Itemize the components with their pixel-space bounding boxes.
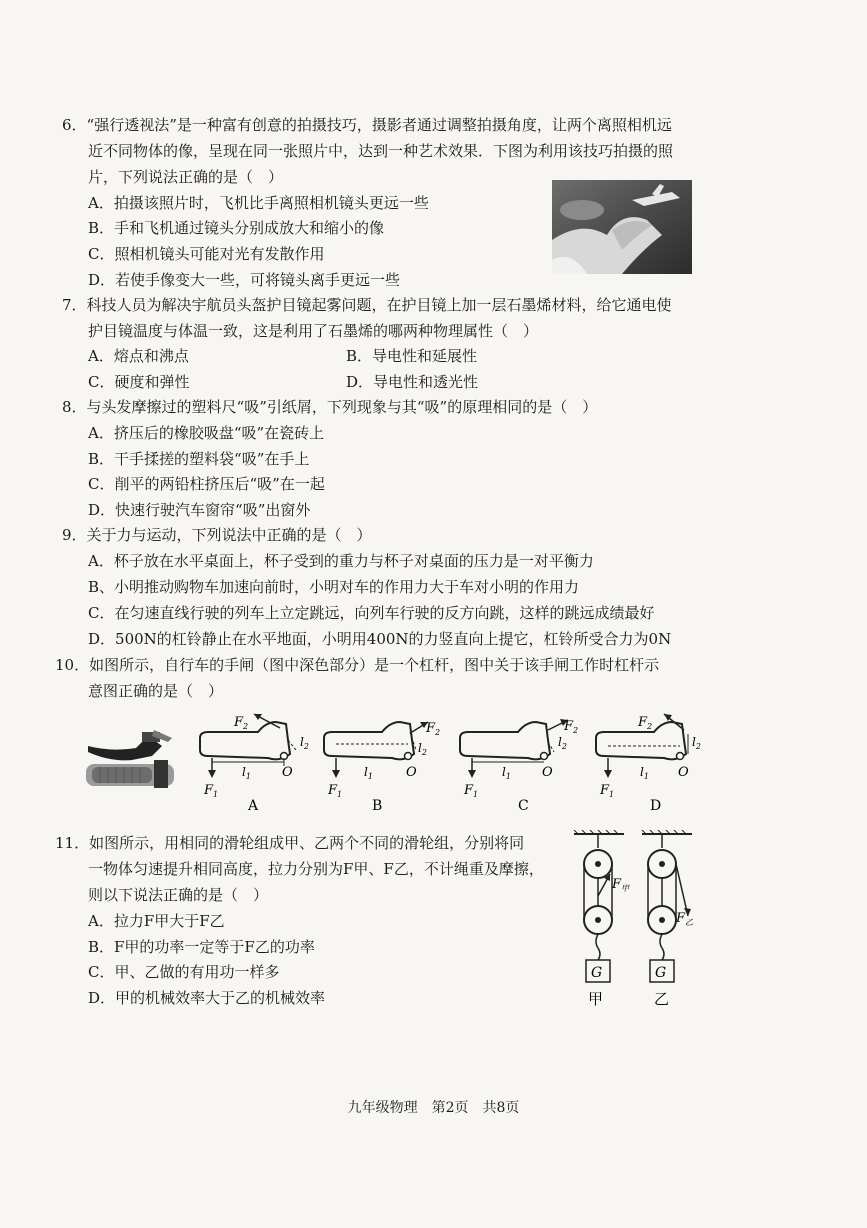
q6-stem-line-1: 6．“强行透视法”是一种富有创意的拍摄技巧，摄影者通过调整拍摄角度，让两个离照相机远 [62,116,672,134]
q11-jia-weight-label: G [591,965,603,981]
q10-stem-line-2: 意图正确的是（ ） [88,682,224,700]
q8-option-c: C．削平的两铅柱挤压后“吸”在一起 [88,475,325,493]
q7-option-b: B．导电性和延展性 [346,347,478,365]
q9-stem: 9．关于力与运动，下列说法中正确的是（ ） [62,526,372,544]
q11-option-d: D．甲的机械效率大于乙的机械效率 [88,989,326,1007]
q10-a-pivot-label: O [282,765,293,780]
q11-yi-force-label: $F_乙$ [676,911,694,927]
q7-option-c: C．硬度和弹性 [88,373,190,391]
q10-lever-diagram-d [592,710,720,814]
q11-yi-weight-label: G [655,965,667,981]
q10-c-pivot-label: O [542,765,553,780]
q6-forced-perspective-photo [552,180,692,274]
q11-jia-force-label: $F_甲$ [612,877,630,893]
q11-stem-line-1: 11．如图所示，用相同的滑轮组成甲、乙两个不同的滑轮组，分别将同 [55,834,525,852]
q10-lever-diagram-a [196,710,324,814]
q6-option-b: B．手和飞机通过镜头分别成放大和缩小的像 [88,219,385,237]
q10-c-l1-label: $l_1$ [502,765,511,781]
q10-b-f1-label: $F_1$ [328,783,343,799]
q11-option-a: A．拉力F甲大于F乙 [88,912,225,930]
q10-lever-diagram-b [320,710,448,814]
q10-a-l1-label: $l_1$ [242,765,251,781]
q6-option-a: A．拍摄该照片时，飞机比手离照相机镜头更远一些 [88,194,429,212]
q10-c-l2-label: $l_2$ [558,735,567,751]
q10-c-f2-label: $F_2$ [564,719,579,735]
q8-option-a: A．挤压后的橡胶吸盘“吸”在瓷砖上 [88,424,325,442]
q10-d-f1-label: $F_1$ [600,783,615,799]
q11-stem-line-3: 则以下说法正确的是（ ） [88,886,269,904]
q10-d-f2-label: $F_2$ [638,715,653,731]
q8-option-b: B．干手揉搓的塑料袋“吸”在手上 [88,450,310,468]
q7-option-d: D．导电性和透光性 [346,373,479,391]
q9-option-b: B、小明推动购物车加速向前时，小明对车的作用力大于车对小明的作用力 [88,578,580,596]
q11-option-c: C．甲、乙做的有用功一样多 [88,963,280,981]
q7-option-a: A．熔点和沸点 [88,347,189,365]
q10-b-f2-label: $F_2$ [426,721,441,737]
q10-b-l2-label: $l_2$ [418,741,427,757]
q11-pulley-system-yi [636,830,700,1030]
q10-a-label: A [248,798,259,814]
q11-jia-label: 甲 [588,990,604,1008]
q8-stem: 8．与头发摩擦过的塑料尺“吸”引纸屑，下列现象与其“吸”的原理相同的是（ ） [62,398,598,416]
q10-c-f1-label: $F_1$ [464,783,479,799]
q7-stem-line-1: 7．科技人员为解决宇航员头盔护目镜起雾问题，在护目镜上加一层石墨烯材料，给它通电使 [62,296,672,314]
q9-option-d: D．500N的杠铃静止在水平地面，小明用400N的力竖直向上提它，杠铃所受合力为0N [88,630,672,648]
q6-option-d: D．若使手像变大一些，可将镜头离手更远一些 [88,271,401,289]
q10-lever-diagram-c [456,710,584,814]
q6-option-c: C．照相机镜头可能对光有发散作用 [88,245,325,263]
q10-d-pivot-label: O [678,765,689,780]
page-footer: 九年级物理 第2页 共8页 [347,1100,520,1116]
q10-a-l2-label: $l_2$ [300,735,309,751]
q11-stem-line-2: 一物体匀速提升相同高度，拉力分别为F甲、F乙，不计绳重及摩擦， [88,860,544,878]
q6-stem-line-2: 近不同物体的像，呈现在同一张照片中，达到一种艺术效果．下图为利用该技巧拍摄的照 [88,142,674,160]
q10-stem-line-1: 10．如图所示，自行车的手闸（图中深色部分）是一个杠杆，图中关于该手闸工作时杠杆示 [55,656,660,674]
q10-brake-handle-photo [82,718,182,798]
q10-b-label: B [372,798,383,814]
q11-option-b: B．F甲的功率一定等于F乙的功率 [88,938,315,956]
q10-d-l2-label: $l_2$ [692,735,701,751]
q11-pulley-system-jia [568,830,632,1030]
q9-option-c: C．在匀速直线行驶的列车上立定跳远，向列车行驶的反方向跳，这样的跳远成绩最好 [88,604,655,622]
q10-a-f1-label: $F_1$ [204,783,219,799]
q10-c-label: C [518,798,529,814]
q10-d-l1-label: $l_1$ [640,765,649,781]
q6-stem-line-3: 片，下列说法正确的是（ ） [88,168,284,186]
q8-option-d: D．快速行驶汽车窗帘“吸”出窗外 [88,501,311,519]
q10-d-label: D [650,798,662,814]
q9-option-a: A．杯子放在水平桌面上，杯子受到的重力与杯子对桌面的压力是一对平衡力 [88,552,594,570]
q10-a-f2-label: $F_2$ [234,715,249,731]
q10-b-l1-label: $l_1$ [364,765,373,781]
q11-yi-label: 乙 [654,990,670,1008]
q7-stem-line-2: 护目镜温度与体温一致，这是利用了石墨烯的哪两种物理属性（ ） [88,322,539,340]
q10-b-pivot-label: O [406,765,417,780]
